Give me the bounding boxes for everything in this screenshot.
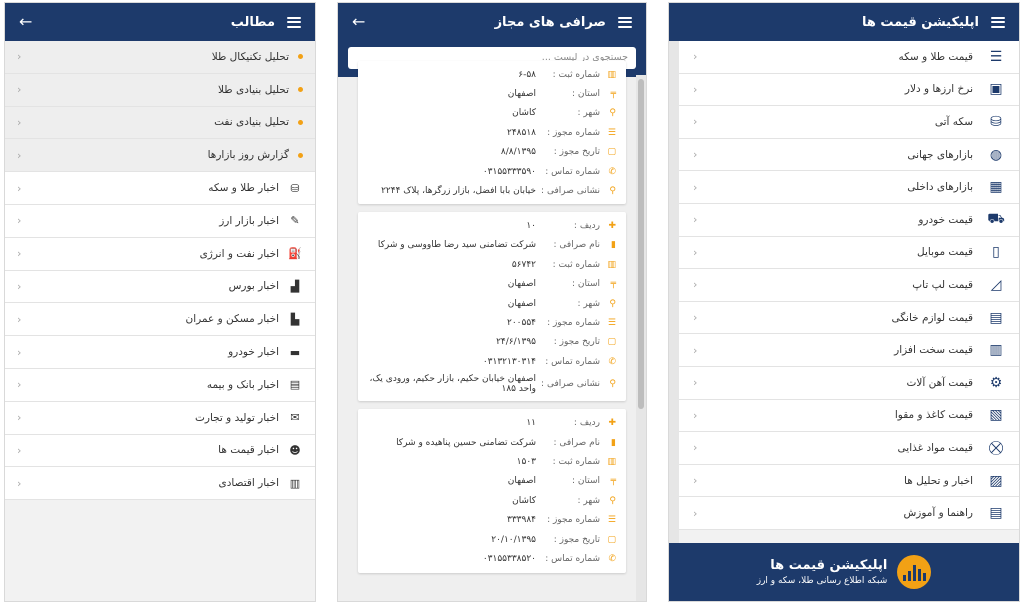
exchanges-header <box>338 3 646 41</box>
field-label-text: استان : <box>571 279 600 290</box>
menu-item[interactable] <box>5 172 315 205</box>
category-item-label: قیمت طلا و سکه <box>898 50 973 63</box>
bullet-dot <box>298 87 303 92</box>
field-license <box>368 313 616 332</box>
field-icon: ▥ <box>607 259 616 270</box>
bullet-dot <box>298 54 303 59</box>
field-icon: ▥ <box>607 456 616 467</box>
back-arrow-icon[interactable]: ← <box>19 12 33 31</box>
menu-item-label: اخبار مسکن و عمران <box>185 313 279 326</box>
field-value: کاشان <box>512 108 536 119</box>
chevron-left-icon: ‹ <box>17 50 22 64</box>
field-label-text: شماره تماس : <box>545 166 600 177</box>
field-label <box>536 221 616 231</box>
field-city <box>368 104 616 123</box>
field-icon: ☰ <box>607 515 616 526</box>
field-label <box>536 357 616 367</box>
field-label-text: شماره تماس : <box>545 356 600 367</box>
chevron-left-icon: ‹ <box>17 115 22 129</box>
field-label <box>536 554 616 564</box>
chevron-left-icon: ‹ <box>17 312 22 326</box>
field-label <box>536 535 616 545</box>
field-label <box>536 457 616 467</box>
barcode-icon: ▥ <box>289 476 301 490</box>
exchange-card <box>358 212 626 401</box>
chevron-left-icon: ‹ <box>693 441 698 455</box>
category-item-label: سکه آتی <box>934 115 973 128</box>
field-label <box>536 128 616 138</box>
chevron-left-icon: ‹ <box>17 476 22 490</box>
field-label <box>536 147 616 157</box>
paper-icon: ▧ <box>989 407 1003 424</box>
field-icon: ▮ <box>611 240 616 251</box>
scrollbar[interactable] <box>636 75 646 601</box>
articles-panel <box>4 2 316 602</box>
chevron-left-icon: ‹ <box>693 50 698 64</box>
field-label <box>536 279 616 289</box>
trade-icon: ✉ <box>290 411 300 425</box>
scrollbar[interactable] <box>669 41 679 543</box>
category-item-label: قیمت موبایل <box>917 246 973 259</box>
menu-item[interactable] <box>5 271 315 304</box>
menu-item[interactable] <box>5 336 315 369</box>
chevron-left-icon: ‹ <box>693 474 698 488</box>
chevron-left-icon: ‹ <box>17 148 22 162</box>
categories-title: اپلیکیشن قیمت ها <box>862 14 979 30</box>
category-item[interactable] <box>679 74 1019 107</box>
category-item[interactable] <box>679 432 1019 465</box>
chevron-left-icon: ‹ <box>17 247 22 261</box>
field-label-text: شماره ثبت : <box>552 456 600 467</box>
field-address <box>368 181 616 200</box>
category-item[interactable] <box>679 334 1019 367</box>
field-value: اصفهان <box>507 298 536 309</box>
field-value: اصفهان <box>507 476 536 487</box>
coin-bag-icon: ⛁ <box>990 113 1002 130</box>
news-icon: ▨ <box>989 472 1003 489</box>
category-item[interactable] <box>679 204 1019 237</box>
globe-icon: ◍ <box>989 146 1003 163</box>
field-icon: ✆ <box>608 166 616 177</box>
chevron-left-icon: ‹ <box>17 83 22 97</box>
field-city <box>368 491 616 510</box>
field-icon: ⚲ <box>609 108 616 119</box>
field-address <box>368 371 616 397</box>
category-item[interactable] <box>679 171 1019 204</box>
field-label-text: استان : <box>571 476 600 487</box>
menu-item-label: اخبار طلا و سکه <box>208 182 279 195</box>
field-value: ۲۰۰۵۵۴ <box>506 317 536 328</box>
field-value: ۱۵۰۳ <box>516 456 536 467</box>
submenu-item[interactable] <box>5 41 315 74</box>
menu-item-label: اخبار قیمت ها <box>218 444 279 457</box>
field-label <box>536 108 616 118</box>
field-label-text: شماره تماس : <box>545 553 600 564</box>
menu-item-label: اخبار خودرو <box>228 346 279 359</box>
coins-icon: ⛁ <box>290 181 300 195</box>
category-item[interactable] <box>679 497 1019 530</box>
articles-list <box>5 41 315 500</box>
submenu-item-label: گزارش روز بازارها <box>207 149 289 162</box>
field-value: ۱۱ <box>526 418 536 429</box>
chevron-left-icon: ‹ <box>693 245 698 259</box>
category-item[interactable] <box>679 400 1019 433</box>
field-label-text: نشانی صرافی : <box>541 379 600 390</box>
menu-icon[interactable] <box>618 17 632 28</box>
field-label-text: شماره مجوز : <box>547 317 600 328</box>
footer-title: اپلیکیشن قیمت ها <box>770 558 888 573</box>
submenu-item[interactable] <box>5 107 315 140</box>
field-label <box>536 476 616 486</box>
cash-icon: ▣ <box>989 81 1003 98</box>
articles-header <box>5 3 315 41</box>
field-label <box>536 260 616 270</box>
menu-item-label: اخبار تولید و تجارت <box>194 411 279 424</box>
field-value: کاشان <box>512 495 536 506</box>
exchange-card <box>358 409 626 572</box>
chevron-left-icon: ‹ <box>693 311 698 325</box>
field-icon: ╤ <box>610 279 616 290</box>
chevron-left-icon: ‹ <box>693 343 698 357</box>
footer-subtitle: شبکه اطلاع رسانی طلا، سکه و ارز <box>756 576 888 586</box>
field-value: ۰۳۱۵۵۳۳۳۵۹۰ <box>482 166 536 177</box>
field-icon: ▢ <box>607 147 616 158</box>
category-item[interactable] <box>679 302 1019 335</box>
app-logo-icon <box>897 555 931 589</box>
menu-item[interactable] <box>5 435 315 468</box>
field-icon: ☰ <box>607 127 616 138</box>
field-label-text: شهر : <box>577 108 600 119</box>
scrollbar-thumb[interactable] <box>638 79 644 409</box>
chart-icon: ▟ <box>290 279 300 293</box>
field-label-text: نام صرافی : <box>553 240 600 251</box>
field-icon: ⚲ <box>609 185 616 196</box>
field-date <box>368 530 616 549</box>
menu-item[interactable] <box>5 369 315 402</box>
category-item-label: قیمت لپ تاپ <box>912 278 973 291</box>
field-label <box>536 515 616 525</box>
category-item[interactable] <box>679 237 1019 270</box>
chevron-left-icon: ‹ <box>17 378 22 392</box>
category-item-label: قیمت لوازم خانگی <box>891 311 973 324</box>
field-label-text: تاریخ مجوز : <box>553 147 600 158</box>
submenu-item-label: تحلیل بنیادی طلا <box>218 83 289 96</box>
field-value: اصفهان <box>507 279 536 290</box>
field-label <box>536 167 616 177</box>
category-item-label: نرخ ارزها و دلار <box>904 83 973 96</box>
field-label <box>536 418 616 428</box>
field-phone <box>368 162 616 181</box>
field-phone <box>368 352 616 371</box>
field-license <box>368 510 616 529</box>
field-province <box>368 275 616 294</box>
category-item[interactable] <box>679 269 1019 302</box>
car-sale-icon: ⛟ <box>987 210 1005 227</box>
field-label-text: شهر : <box>577 495 600 506</box>
chevron-left-icon: ‹ <box>17 345 22 359</box>
menu-item-label: اخبار نفت و انرژی <box>199 247 279 260</box>
submenu-item[interactable] <box>5 74 315 107</box>
exchange-card <box>358 61 626 204</box>
chevron-left-icon: ‹ <box>17 214 22 228</box>
field-license <box>368 123 616 142</box>
field-label <box>536 299 616 309</box>
menu-item-label: اخبار اقتصادی <box>218 477 279 490</box>
field-value: اصفهان خیابان حکیم، بازار حکیم، ورودی یک، واحد ۱۸۵ <box>369 374 536 395</box>
category-item-label: قیمت خودرو <box>918 213 973 226</box>
field-label <box>536 379 616 389</box>
category-item-label: قیمت آهن آلات <box>906 376 973 389</box>
field-value: ۱۰ <box>526 221 536 232</box>
laptop-icon: ◿ <box>990 276 1002 293</box>
field-value: خیابان بابا افضل، بازار زرگرها، پلاک ۲۲۴۴ <box>381 185 536 196</box>
field-value: ۰۳۱۵۵۳۳۸۵۲۰ <box>482 553 536 564</box>
field-label <box>536 89 616 99</box>
category-item-label: قیمت کاغذ و مقوا <box>894 409 973 422</box>
menu-item[interactable] <box>5 467 315 500</box>
field-label <box>536 438 616 448</box>
field-label-text: شماره مجوز : <box>547 515 600 526</box>
field-label-text: ردیف : <box>573 418 600 429</box>
field-icon: ✆ <box>608 356 616 367</box>
field-reg <box>368 255 616 274</box>
menu-icon[interactable] <box>991 17 1005 28</box>
oil-icon: ⛽ <box>288 247 302 261</box>
categories-header <box>669 3 1019 41</box>
field-icon: ⚲ <box>609 379 616 390</box>
field-icon: ╤ <box>610 476 616 487</box>
field-icon: ⚲ <box>609 298 616 309</box>
field-label <box>536 496 616 506</box>
exchanges-panel <box>337 2 647 602</box>
field-city <box>368 294 616 313</box>
field-label <box>536 337 616 347</box>
field-reg <box>368 452 616 471</box>
field-row <box>368 216 616 235</box>
submenu-item-label: تحلیل تکنیکال طلا <box>211 50 289 63</box>
field-name <box>368 236 616 255</box>
exchange-cards <box>338 69 634 601</box>
field-row <box>368 413 616 432</box>
field-value: ۵۶۷۴۲ <box>511 259 536 270</box>
mobile-icon: ▯ <box>992 244 1000 261</box>
chevron-left-icon: ‹ <box>693 82 698 96</box>
exchanges-title: صرافی های مجاز <box>494 14 606 30</box>
field-value: ۲۴/۶/۱۳۹۵ <box>496 337 536 348</box>
field-label-text: شماره ثبت : <box>552 69 600 80</box>
field-icon: ▢ <box>607 534 616 545</box>
submenu-item-label: تحلیل بنیادی نفت <box>214 116 289 129</box>
field-icon: ▢ <box>607 337 616 348</box>
field-value: ۶-۵۸ <box>518 69 536 80</box>
category-item-label: بازارهای داخلی <box>907 181 973 194</box>
menu-item-label: اخبار بازار ارز <box>219 214 279 227</box>
bullet-dot <box>298 120 303 125</box>
field-date <box>368 143 616 162</box>
hardware-icon: ▥ <box>989 342 1003 359</box>
field-label-text: شماره ثبت : <box>552 259 600 270</box>
categories-panel <box>668 2 1020 602</box>
field-value: ۲۰/۱۰/۱۳۹۵ <box>491 534 536 545</box>
chevron-left-icon: ‹ <box>693 148 698 162</box>
chevron-left-icon: ‹ <box>693 115 698 129</box>
menu-icon[interactable] <box>287 17 301 28</box>
field-icon: ▮ <box>611 437 616 448</box>
field-value: شرکت تضامنی حسین پناهیده و شرکا <box>396 437 536 448</box>
articles-title: مطالب <box>230 14 275 30</box>
gold-bars-icon: ☰ <box>989 48 1003 65</box>
field-icon: ╤ <box>610 89 616 100</box>
field-province <box>368 84 616 103</box>
back-arrow-icon[interactable]: ← <box>352 12 366 31</box>
field-value: ۲۴۸۵۱۸ <box>506 127 536 138</box>
money-icon: ✎ <box>290 214 300 228</box>
field-icon: ✚ <box>608 221 616 232</box>
categories-list <box>679 41 1019 530</box>
field-name <box>368 433 616 452</box>
field-phone <box>368 549 616 568</box>
field-icon: ☰ <box>607 317 616 328</box>
appliance-icon: ▤ <box>989 309 1003 326</box>
guide-icon: ▤ <box>989 505 1003 522</box>
submenu-item[interactable] <box>5 139 315 172</box>
price-icon: ☻ <box>289 443 301 457</box>
menu-item-label: اخبار بانک و بیمه <box>206 378 279 391</box>
field-value: ۳۳۳۹۸۴ <box>506 515 536 526</box>
chevron-left-icon: ‹ <box>693 408 698 422</box>
chevron-left-icon: ‹ <box>693 506 698 520</box>
field-reg <box>368 65 616 84</box>
field-label <box>536 240 616 250</box>
chevron-left-icon: ‹ <box>17 411 22 425</box>
category-item[interactable] <box>679 367 1019 400</box>
field-label <box>536 70 616 80</box>
field-icon: ⚲ <box>609 495 616 506</box>
field-province <box>368 472 616 491</box>
field-label-text: شهر : <box>577 298 600 309</box>
menu-item[interactable] <box>5 238 315 271</box>
field-icon: ▥ <box>607 69 616 80</box>
chevron-left-icon: ‹ <box>17 279 22 293</box>
food-icon: ⛒ <box>988 439 1004 456</box>
field-value: ۰۳۱۳۲۱۳۰۳۱۴ <box>482 356 536 367</box>
field-date <box>368 333 616 352</box>
menu-item-label: اخبار بورس <box>228 280 279 293</box>
field-label <box>536 186 616 196</box>
building-icon: ▙ <box>290 312 300 326</box>
category-item[interactable] <box>679 106 1019 139</box>
field-value: اصفهان <box>507 89 536 100</box>
field-label-text: تاریخ مجوز : <box>553 337 600 348</box>
chevron-left-icon: ‹ <box>693 213 698 227</box>
field-label-text: تاریخ مجوز : <box>553 534 600 545</box>
field-label-text: استان : <box>571 89 600 100</box>
menu-item[interactable] <box>5 205 315 238</box>
category-item-label: قیمت سخت افزار <box>894 344 973 357</box>
field-icon: ✆ <box>608 553 616 564</box>
field-label <box>536 318 616 328</box>
category-item-label: بازارهای جهانی <box>907 148 973 161</box>
app-footer <box>669 543 1019 601</box>
category-item[interactable] <box>679 41 1019 74</box>
field-label-text: ردیف : <box>573 221 600 232</box>
category-item-label: قیمت مواد غذایی <box>897 441 973 454</box>
bullet-dot <box>298 153 303 158</box>
chevron-left-icon: ‹ <box>17 443 22 457</box>
car-icon: ▬ <box>289 345 301 359</box>
menu-item[interactable] <box>5 402 315 435</box>
chevron-left-icon: ‹ <box>693 376 698 390</box>
field-label-text: شماره مجوز : <box>547 127 600 138</box>
shop-icon: ▦ <box>989 179 1003 196</box>
field-label-text: نشانی صرافی : <box>541 185 600 196</box>
field-label-text: نام صرافی : <box>553 437 600 448</box>
chevron-left-icon: ‹ <box>17 181 22 195</box>
field-value: ۸/۸/۱۳۹۵ <box>500 147 536 158</box>
field-icon: ✚ <box>608 418 616 429</box>
category-item[interactable] <box>679 139 1019 172</box>
iron-icon: ⚙ <box>989 374 1003 391</box>
field-value: شرکت تضامنی سید رضا طاووسی و شرکا <box>377 240 536 251</box>
menu-item[interactable] <box>5 303 315 336</box>
chevron-left-icon: ‹ <box>693 180 698 194</box>
category-item-label: راهنما و آموزش <box>903 507 973 520</box>
category-item-label: اخبار و تحلیل ها <box>904 474 973 487</box>
category-item[interactable] <box>679 465 1019 498</box>
chevron-left-icon: ‹ <box>693 278 698 292</box>
bank-icon: ▤ <box>289 378 301 392</box>
